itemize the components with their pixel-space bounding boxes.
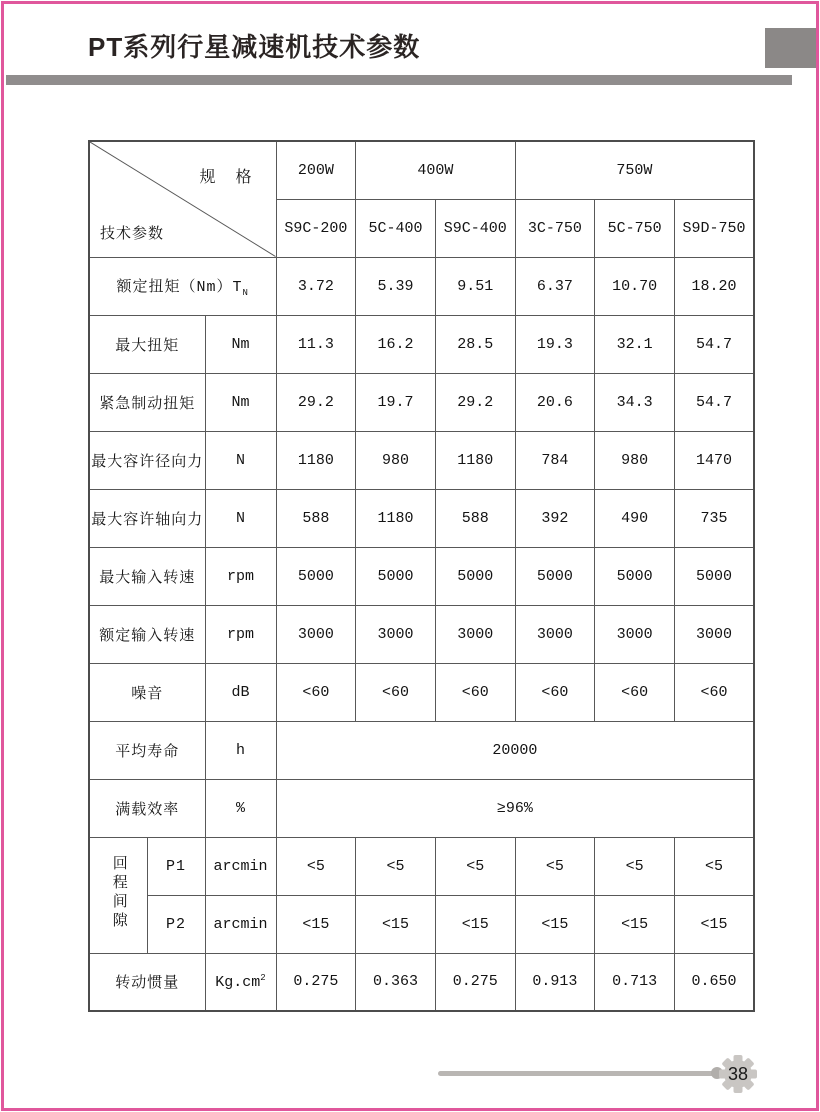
value-cell: 3000 [276, 605, 356, 663]
value-cell: 5000 [674, 547, 754, 605]
value-cell: <60 [276, 663, 356, 721]
value-cell: 980 [595, 431, 675, 489]
row-label-efficiency: 满载效率 [89, 779, 205, 837]
corner-spec-label: 规 格 [199, 169, 254, 186]
row-unit: N [205, 489, 276, 547]
value-cell: <15 [435, 895, 515, 953]
value-cell: 54.7 [674, 373, 754, 431]
value-cell: 490 [595, 489, 675, 547]
value-cell: 16.2 [356, 315, 436, 373]
value-cell: 5000 [435, 547, 515, 605]
title-underline-bar [6, 75, 792, 85]
value-cell: 0.713 [595, 953, 675, 1011]
row-label-rated-input-speed: 额定输入转速 [89, 605, 205, 663]
value-cell: 588 [435, 489, 515, 547]
row-label-p2: P2 [147, 895, 205, 953]
value-cell: 11.3 [276, 315, 356, 373]
header-corner-square [765, 28, 817, 68]
value-cell: 3000 [435, 605, 515, 663]
value-cell: <5 [435, 837, 515, 895]
row-unit: Nm [205, 315, 276, 373]
value-cell: 735 [674, 489, 754, 547]
row-label-radial-force: 最大容许径向力 [89, 431, 205, 489]
model-header: S9C-200 [276, 199, 356, 257]
value-cell: 20.6 [515, 373, 595, 431]
value-cell: 784 [515, 431, 595, 489]
value-cell: 3000 [356, 605, 436, 663]
value-cell: 0.275 [435, 953, 515, 1011]
row-label-brake-torque: 紧急制动扭矩 [89, 373, 205, 431]
value-cell: 5000 [515, 547, 595, 605]
row-unit: rpm [205, 547, 276, 605]
value-cell: <60 [435, 663, 515, 721]
row-unit: N [205, 431, 276, 489]
row-label-text: 额定扭矩（Nm）T [116, 278, 243, 296]
value-cell: <15 [515, 895, 595, 953]
value-cell: 29.2 [435, 373, 515, 431]
value-cell: 54.7 [674, 315, 754, 373]
value-cell: 1180 [276, 431, 356, 489]
value-cell: 3000 [674, 605, 754, 663]
row-unit: dB [205, 663, 276, 721]
value-cell: 5000 [595, 547, 675, 605]
value-cell: 34.3 [595, 373, 675, 431]
row-label-average-life: 平均寿命 [89, 721, 205, 779]
model-header: S9D-750 [674, 199, 754, 257]
merged-value-cell: 20000 [276, 721, 754, 779]
value-cell: 19.3 [515, 315, 595, 373]
value-cell: <60 [674, 663, 754, 721]
power-group-750w: 750W [515, 141, 754, 199]
model-header: 3C-750 [515, 199, 595, 257]
value-cell: <60 [595, 663, 675, 721]
value-cell: <5 [595, 837, 675, 895]
value-cell: 980 [356, 431, 436, 489]
value-cell: <15 [674, 895, 754, 953]
page-title: PT系列行星减速机技术参数 [88, 32, 421, 62]
value-cell: 1470 [674, 431, 754, 489]
power-group-200w: 200W [276, 141, 356, 199]
merged-value-cell: ≥96% [276, 779, 754, 837]
row-unit: % [205, 779, 276, 837]
value-cell: 0.650 [674, 953, 754, 1011]
row-label-max-input-speed: 最大输入转速 [89, 547, 205, 605]
value-cell: <5 [674, 837, 754, 895]
value-cell: 18.20 [674, 257, 754, 315]
power-group-400w: 400W [356, 141, 515, 199]
value-cell: 32.1 [595, 315, 675, 373]
value-cell: 6.37 [515, 257, 595, 315]
value-cell: 10.70 [595, 257, 675, 315]
row-label-subscript: N [242, 287, 249, 298]
value-cell: <60 [356, 663, 436, 721]
row-label-p1: P1 [147, 837, 205, 895]
unit-superscript: 2 [260, 972, 266, 983]
row-unit: arcmin [205, 837, 276, 895]
row-label-inertia: 转动惯量 [89, 953, 205, 1011]
page-number: 38 [727, 1064, 749, 1084]
value-cell: 588 [276, 489, 356, 547]
row-label-max-torque: 最大扭矩 [89, 315, 205, 373]
value-cell: <60 [515, 663, 595, 721]
value-cell: 0.275 [276, 953, 356, 1011]
value-cell: 19.7 [356, 373, 436, 431]
footer-rule [438, 1071, 714, 1076]
value-cell: 3000 [515, 605, 595, 663]
row-unit [205, 953, 276, 1011]
corner-cell [89, 141, 276, 257]
model-header: 5C-400 [356, 199, 436, 257]
value-cell: <5 [515, 837, 595, 895]
spec-table [88, 140, 755, 1012]
row-unit: rpm [205, 605, 276, 663]
row-label-rated-torque [89, 257, 276, 315]
value-cell: 9.51 [435, 257, 515, 315]
value-cell: 29.2 [276, 373, 356, 431]
value-cell: 28.5 [435, 315, 515, 373]
backlash-vertical-text: 回程间隙 [109, 854, 127, 931]
row-unit: Nm [205, 373, 276, 431]
value-cell: 3000 [595, 605, 675, 663]
row-unit: h [205, 721, 276, 779]
row-group-label-backlash [89, 837, 147, 953]
value-cell: 5000 [356, 547, 436, 605]
row-label-axial-force: 最大容许轴向力 [89, 489, 205, 547]
value-cell: 0.913 [515, 953, 595, 1011]
value-cell: <5 [356, 837, 436, 895]
value-cell: 5.39 [356, 257, 436, 315]
value-cell: 5000 [276, 547, 356, 605]
model-header: 5C-750 [595, 199, 675, 257]
value-cell: <15 [595, 895, 675, 953]
value-cell: 1180 [356, 489, 436, 547]
page-number-gear-icon [716, 1052, 760, 1096]
value-cell: <15 [356, 895, 436, 953]
value-cell: 0.363 [356, 953, 436, 1011]
model-header: S9C-400 [435, 199, 515, 257]
unit-text: Kg.cm [215, 973, 261, 991]
value-cell: <15 [276, 895, 356, 953]
value-cell: <5 [276, 837, 356, 895]
row-unit: arcmin [205, 895, 276, 953]
value-cell: 1180 [435, 431, 515, 489]
value-cell: 3.72 [276, 257, 356, 315]
row-label-noise: 噪音 [89, 663, 205, 721]
value-cell: 392 [515, 489, 595, 547]
corner-param-label: 技术参数 [100, 224, 165, 242]
